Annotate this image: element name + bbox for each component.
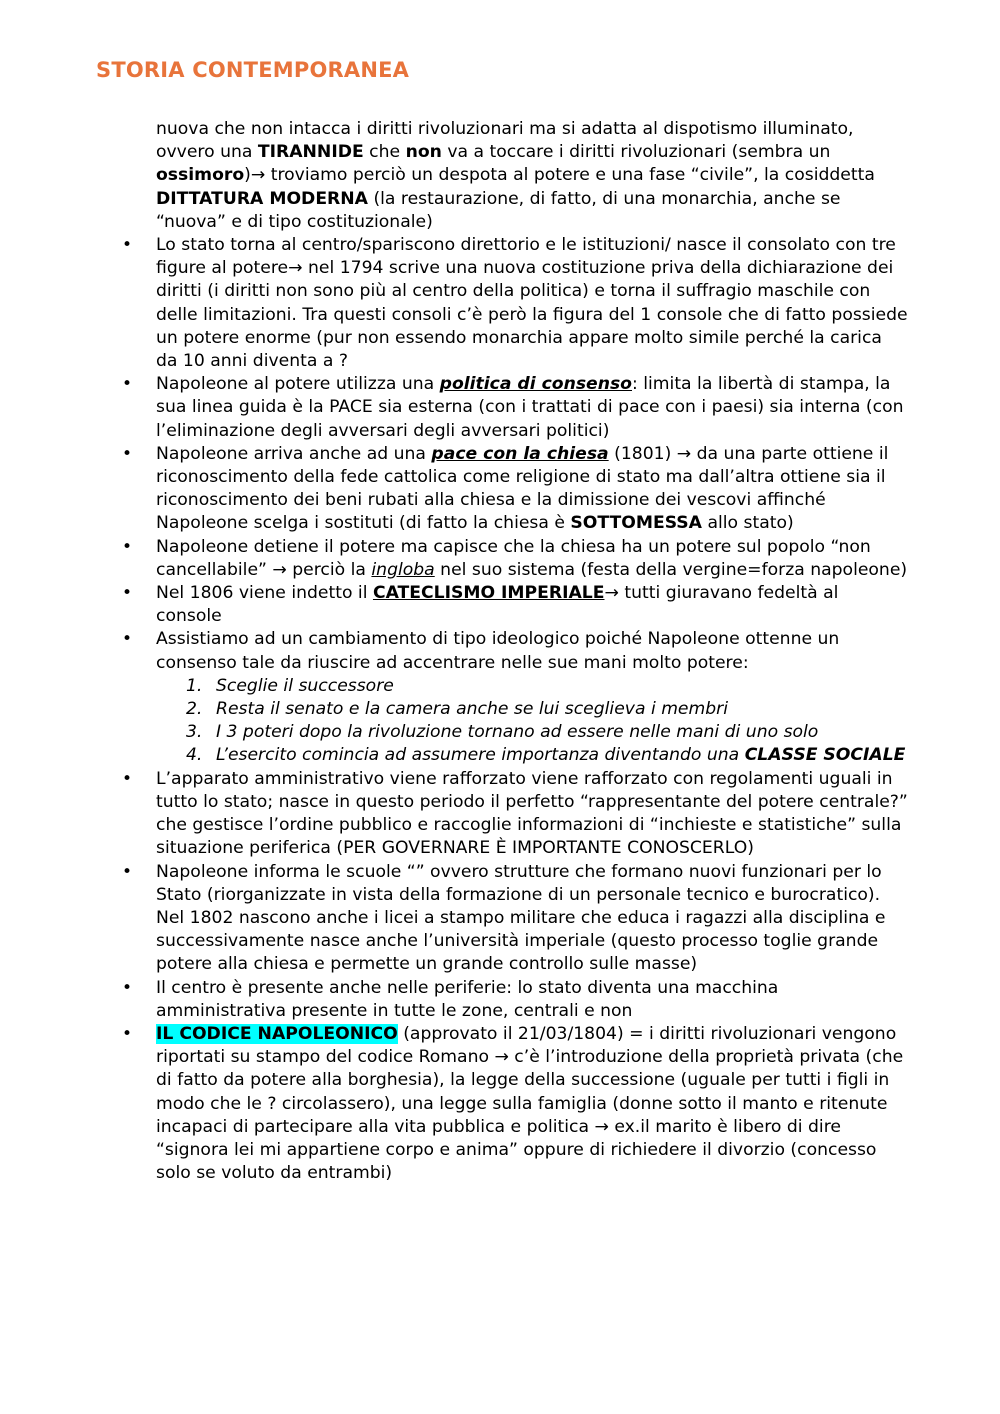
numbered-item <box>186 675 908 698</box>
text-run: )→ troviamo perciò un despota al potere e una fase “civile”, la cosiddetta <box>244 165 875 186</box>
text-run: Napoleone arriva anche ad una <box>156 443 432 464</box>
item-number: 2. <box>186 699 203 720</box>
text-run: L’apparato amministrativo viene rafforzato viene rafforzato con regolamenti uguali in tutto lo stato; nasce in questo periodo il perfetto “rappresentante del potere centrale?” che gestisce l’ordine pubblico e raccoglie informazioni di “inchieste e statistiche” sulla situazione periferica (PER GOVERNARE È IMPORTANTE CONOSCERLO) <box>156 768 908 859</box>
text-run: allo stato) <box>701 513 794 534</box>
text-run: : limita la libertà di stampa, la sua linea guida è la PACE sia esterna (con i trattati di pace con i paesi) sia interna (con l’eliminazione degli avversari degli avversari politici) <box>156 374 904 441</box>
bold-term: ossimoro <box>156 165 245 186</box>
list-item <box>122 768 908 861</box>
item-number: 1. <box>186 675 203 696</box>
text-run: (1801) → da una parte ottiene il riconoscimento della fede cattolica come religione di stato ma dall’altra ottiene sia il riconoscimento dei beni rubati alla chiesa e la dimissione dei vescovi affinché Napoleone scelga i sostituti (di fatto la chiesa è <box>156 443 889 534</box>
intro-paragraph <box>156 118 908 234</box>
text-run: va a toccare i diritti rivoluzionari (sembra un <box>441 142 831 163</box>
bullet-icon: • <box>122 629 133 650</box>
list-item <box>122 443 908 536</box>
list-item <box>122 628 908 767</box>
bullet-icon: • <box>122 374 133 395</box>
text-run: Resta il senato e la camera anche se lui sceglieva i membri <box>216 699 728 720</box>
document-body <box>122 118 908 1185</box>
list-item <box>122 977 908 1023</box>
text-run: Napoleone informa le scuole “” ovvero strutture che formano nuovi funzionari per lo Stato (riorganizzate in vista della formazione di un personale tecnico e burocratico). Nel 1802 nascono anche i licei a stampo militare che educa i ragazzi alla disciplina e successivamente nasce anche l’università imperiale (questo processo toglie grande potere alla chiesa e permette un grande controllo sulle masse) <box>156 861 886 975</box>
list-item <box>122 234 908 373</box>
bullet-icon: • <box>122 1023 133 1044</box>
text-run: → tutti giuravano fedeltà al console <box>156 583 839 627</box>
list-item <box>122 861 908 977</box>
bullet-icon: • <box>122 235 133 256</box>
text-run: Assistiamo ad un cambiamento di tipo ideologico poiché Napoleone ottenne un consenso tale da riuscire ad accentrare nelle sue mani molto potere: <box>156 629 840 673</box>
bold-term: non <box>405 142 442 163</box>
numbered-list <box>156 675 908 768</box>
bold-term: SOTTOMESSA <box>570 513 702 534</box>
bullet-icon: • <box>122 768 133 789</box>
item-number: 4. <box>186 745 203 766</box>
emphasis-term: pace con la chiesa <box>431 443 609 464</box>
emphasis-term: CATECLISMO IMPERIALE <box>372 583 605 604</box>
numbered-item <box>186 721 908 744</box>
item-number: 3. <box>186 722 203 743</box>
text-run: Napoleone al potere utilizza una <box>156 374 440 395</box>
numbered-item <box>186 698 908 721</box>
text-run: che <box>363 142 406 163</box>
text-run: Lo stato torna al centro/spariscono direttorio e le istituzioni/ nasce il consolato con tre figure al potere→ nel 1794 scrive una nuova costituzione priva della dichiarazione dei diritti (i diritti non sono più al centro della politica) e torna il suffragio maschile con delle limitazioni. Tra questi consoli c’è però la figura del 1 console che di fatto possiede un potere enorme (pur non essendo monarchia appare molto simile perché la carica da 10 anni diventa a ? <box>156 235 908 372</box>
list-item <box>122 373 908 443</box>
bold-term: CLASSE SOCIALE <box>744 745 906 766</box>
numbered-item <box>186 744 908 767</box>
bullet-icon: • <box>122 443 133 464</box>
bullet-icon: • <box>122 583 133 604</box>
bullet-icon: • <box>122 977 133 998</box>
text-run: L’esercito comincia ad assumere importanza diventando una <box>216 745 745 766</box>
bold-term: TIRANNIDE <box>257 142 364 163</box>
text-run: Sceglie il successore <box>216 675 394 696</box>
emphasis-term: ingloba <box>371 559 435 580</box>
bullet-list <box>122 234 908 1185</box>
text-run: (approvato il 21/03/1804) = i diritti rivoluzionari vengono riportati su stampo del codice Romano → c’è l’introduzione della proprietà privata (che di fatto da potere alla borghesia), la legge della successione (uguale per tutti i figli in modo che le ? circolassero), una legge sulla famiglia (donne sotto il manto e ritenute incapaci di partecipare alla vita pubblica e politica → ex.il marito è libero di dire “signora lei mi appartiene corpo e anima” oppure di richiedere il divorzio (concesso solo se voluto da entrambi) <box>156 1023 904 1184</box>
bullet-icon: • <box>122 861 133 882</box>
text-run: Napoleone detiene il potere ma capisce che la chiesa ha un potere sul popolo “non cancellabile” → perciò la <box>156 536 871 580</box>
page-title: STORIA CONTEMPORANEA <box>96 58 410 82</box>
list-item <box>122 582 908 628</box>
emphasis-term: politica di consenso <box>439 374 632 395</box>
text-run: nuova che non intacca i diritti rivoluzionari ma si adatta al dispotismo illuminato, ovvero una <box>156 119 854 163</box>
text-run: nel suo sistema (festa della vergine=forza napoleone) <box>434 559 908 580</box>
list-item <box>122 1023 908 1185</box>
text-run: Nel 1806 viene indetto il <box>156 583 373 604</box>
list-item <box>122 536 908 582</box>
text-run: (la restaurazione, di fatto, di una monarchia, anche se “nuova” e di tipo costituzionale) <box>156 188 841 232</box>
bullet-icon: • <box>122 536 133 557</box>
text-run: I 3 poteri dopo la rivoluzione tornano ad essere nelle mani di uno solo <box>216 722 819 743</box>
text-run: Il centro è presente anche nelle periferie: lo stato diventa una macchina amministrativa presente in tutte le zone, centrali e non <box>156 977 779 1021</box>
bold-term: DITTATURA MODERNA <box>156 188 368 209</box>
highlighted-term: IL CODICE NAPOLEONICO <box>156 1023 398 1044</box>
